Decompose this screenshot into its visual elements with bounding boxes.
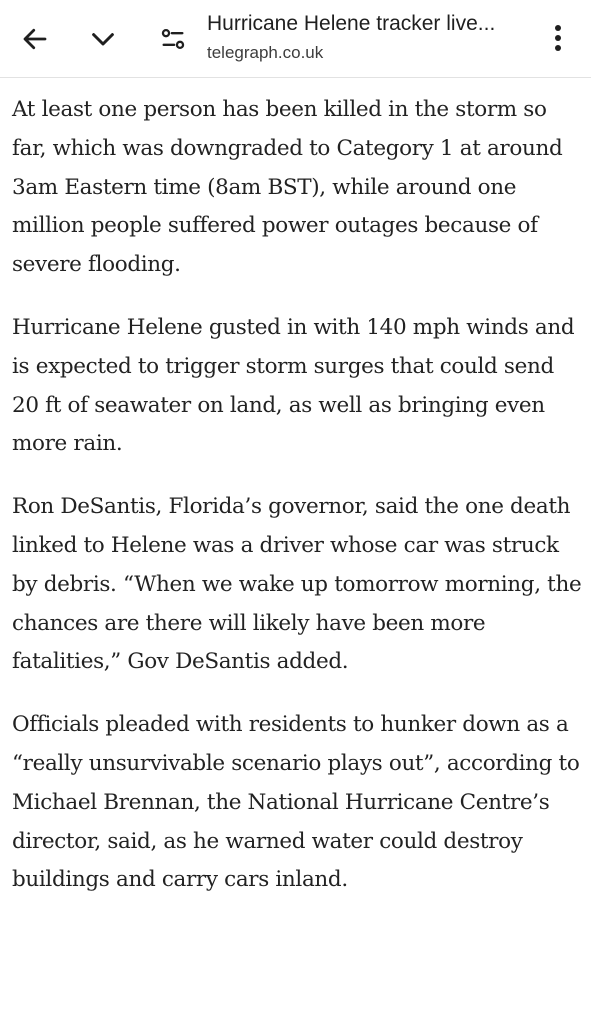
more-vert-icon[interactable] <box>540 16 576 60</box>
article-paragraph: At least one person has been killed in the storm so far, which was downgraded to Category 1 at around 3am Eastern time (8am BST), while around one million people suffered power outages because of severe flooding. <box>12 97 563 278</box>
chevron-down-icon[interactable] <box>82 18 124 60</box>
page-url: telegraph.co.uk <box>207 43 324 62</box>
more-vert-glyph <box>553 23 563 53</box>
custom-tab-toolbar <box>0 0 591 78</box>
article-body <box>12 91 584 924</box>
back-arrow-glyph <box>20 24 50 54</box>
tune-glyph <box>159 25 187 53</box>
article-paragraph: Officials pleaded with residents to hunker down as a “really unsurvivable scenario plays out”, according to Michael Brennan, the National Hurricane Centre’s director, said, as he warned water could destroy buildings and carry cars inland. <box>12 712 580 893</box>
chevron-down-glyph <box>88 24 118 54</box>
toolbar-title-block[interactable] <box>207 10 532 65</box>
tune-icon[interactable] <box>152 18 194 60</box>
back-arrow-icon[interactable] <box>14 18 56 60</box>
article-paragraph: Hurricane Helene gusted in with 140 mph winds and is expected to trigger storm surges that could send 20 ft of seawater on land, as well as bringing even more rain. <box>12 314 575 457</box>
page-title: Hurricane Helene tracker live... <box>207 12 496 35</box>
article-paragraph: Ron DeSantis, Florida’s governor, said the one death linked to Helene was a driver whose car was struck by debris. “When we wake up tomorrow morning, the chances are there will likely have been more fatalities,” Gov DeSantis added. <box>12 494 582 675</box>
